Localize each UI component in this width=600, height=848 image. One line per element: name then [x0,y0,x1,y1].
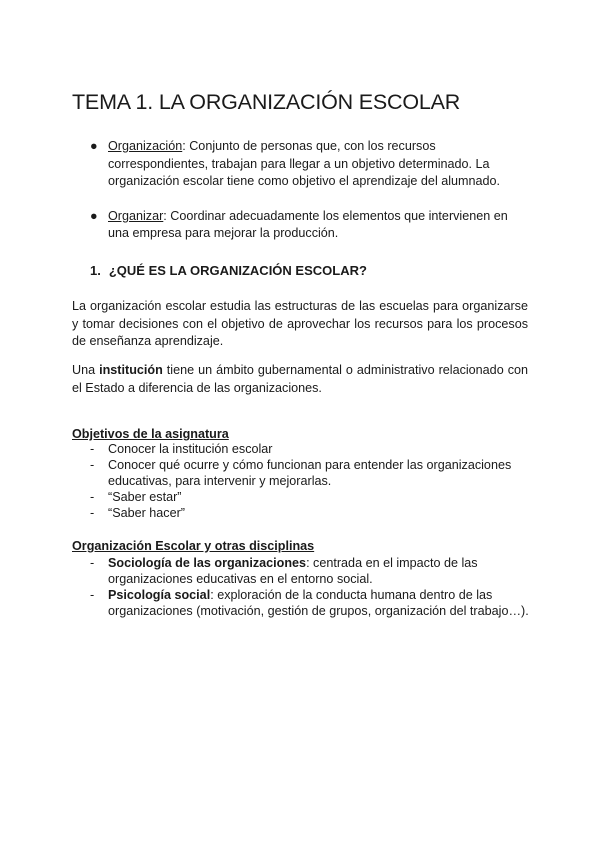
dash-marker: - [90,442,95,456]
list-item [90,587,530,619]
section-title: ¿QUÉ ES LA ORGANIZACIÓN ESCOLAR? [108,263,367,278]
definition-term: Organizar [108,208,164,223]
dash-marker: - [90,556,95,570]
definition-item [90,208,530,243]
dash-marker: - [90,458,95,472]
section-number: 1. [90,263,101,278]
dash-marker: - [90,588,95,602]
dash-marker: - [90,506,95,520]
disciplinas-list [90,555,530,619]
bold-term: institución [99,363,163,377]
list-item-text: Conocer la institución escolar [108,442,273,456]
bullet-icon: ● [90,208,98,223]
definition-term: Organización [108,139,183,153]
list-item [90,489,530,505]
list-item [90,505,530,521]
definition-item [90,138,530,191]
list-item [90,441,530,457]
paragraph [72,362,528,397]
definition-text: : Coordinar adecuadamente los elementos que intervienen en una empresa para mejorar la producción. [108,208,508,240]
list-item [90,457,530,489]
subheading-disciplinas: Organización Escolar y otras disciplinas [72,539,315,553]
paragraph-text: tiene un ámbito gubernamental o administrativo relacionado con el Estado a diferencia de las organizaciones. [72,363,528,395]
list-item [90,555,530,587]
list-item-text: Conocer qué ocurre y cómo funcionan para entender las organizaciones educativas, para intervenir y mejorarlas. [108,458,512,488]
dash-marker: - [90,490,95,504]
list-item-text: : exploración de la conducta humana dentro de las organizaciones (motivación, gestión de grupos, organización del trabajo…). [108,588,529,618]
subheading-objetivos: Objetivos de la asignatura [72,427,229,441]
list-item-text: “Saber estar” [108,490,182,504]
definitions-list [90,138,530,243]
objetivos-list [90,441,530,521]
list-item-text: “Saber hacer” [108,506,185,520]
paragraph: La organización escolar estudia las estructuras de las escuelas para organizarse y tomar decisiones con el objetivo de aprovechar los recursos para los procesos de enseñanza aprendizaje. [72,299,528,348]
section-heading [90,263,367,278]
document-title: TEMA 1. LA ORGANIZACIÓN ESCOLAR [72,90,461,114]
list-item-term: Psicología social [108,588,211,602]
paragraph-text: Una [72,363,100,377]
bullet-icon: ● [90,139,98,153]
definition-text: : Conjunto de personas que, con los recursos correspondientes, trabajan para llegar a un objetivo determinado. La organización escolar tiene como objetivo el aprendizaje del alumnado. [108,139,501,188]
list-item-term: Sociología de las organizaciones [108,556,307,570]
list-item-text: : centrada en el impacto de las organizaciones educativas en el entorno social. [108,556,478,586]
